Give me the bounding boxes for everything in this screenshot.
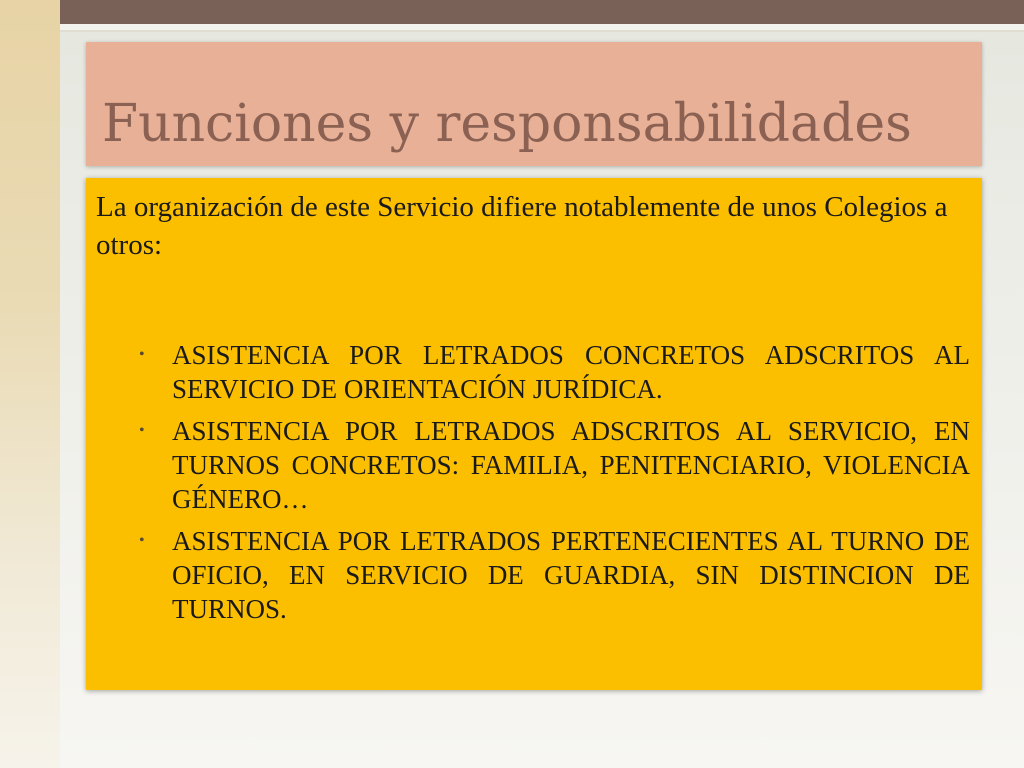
bullet-marker-icon: • [139, 532, 145, 549]
intro-paragraph: La organización de este Servicio difiere notablemente de unos Colegios a otros: [96, 191, 948, 261]
bullet-item [139, 338, 970, 406]
bullet-text: ASISTENCIA POR LETRADOS PERTENECIENTES AL TURNO DE OFICIO, EN SERVICIO DE GUARDIA, SIN DISTINCION DE TURNOS. [172, 526, 970, 624]
bullet-text: ASISTENCIA POR LETRADOS CONCRETOS ADSCRITOS AL SERVICIO DE ORIENTACIÓN JURÍDICA. [172, 340, 970, 404]
bullet-marker-icon: • [139, 422, 145, 439]
bullet-item [139, 414, 970, 516]
bullet-item [139, 524, 970, 626]
left-decorative-strip [0, 0, 60, 768]
slide-title: Funciones y responsabilidades [102, 94, 912, 154]
bullet-text: ASISTENCIA POR LETRADOS ADSCRITOS AL SERVICIO, EN TURNOS CONCRETOS: FAMILIA, PENITENCIARIO, VIOLENCIA GÉNERO… [172, 416, 970, 514]
bullet-list [139, 338, 970, 634]
bullet-marker-icon: • [139, 346, 145, 363]
top-decorative-bar [60, 0, 1024, 24]
